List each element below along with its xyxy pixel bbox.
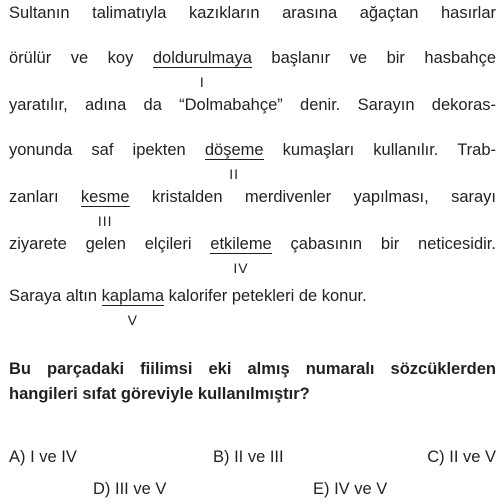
passage-text: kumaşları kullanılır. Trab-: [263, 141, 496, 159]
underlined-word-iii: [80, 188, 130, 229]
numeral-marker-i: I: [199, 74, 205, 90]
passage-line-6: [9, 234, 496, 276]
option-c[interactable]: C) II ve V: [427, 448, 496, 466]
passage-line-7: [9, 286, 496, 328]
underlined-word-text: kesme: [80, 188, 130, 206]
numeral-marker-v: V: [127, 312, 138, 328]
passage-text: ziyarete gelen elçileri: [9, 235, 211, 253]
passage-text: örülür ve koy: [9, 49, 153, 67]
numeral-marker-iii: III: [97, 213, 113, 229]
passage-text: kalorifer petekleri de konur.: [164, 287, 367, 305]
passage-text: başlanır ve bir hasbahçe: [251, 49, 496, 67]
passage-line-3: yaratılır, adına da “Dolmabahçe” denir. Sarayın dekoras-: [9, 96, 496, 114]
passage-text: yonunda saf ipekten: [9, 141, 205, 159]
passage-text: Saraya altın: [9, 287, 102, 305]
option-d[interactable]: D) III ve V: [93, 480, 167, 498]
underlined-word-iv: [210, 235, 272, 276]
underlined-word-i: [152, 49, 252, 90]
option-a[interactable]: A) I ve IV: [9, 448, 77, 466]
passage-text: çabasının bir neticesidir.: [271, 235, 496, 253]
passage-text: zanları: [9, 188, 81, 206]
underlined-word-text: döşeme: [204, 141, 264, 159]
option-b[interactable]: B) II ve III: [213, 448, 284, 466]
option-e[interactable]: E) IV ve V: [313, 480, 388, 498]
question-line-2: hangileri sıfat göreviyle kullanılmıştır?: [9, 385, 310, 403]
passage-line-1: Sultanın talimatıyla kazıkların arasına ağaçtan hasırlar: [9, 4, 496, 22]
passage-line-5: [9, 187, 497, 229]
passage-line-4: [9, 140, 496, 182]
numeral-marker-ii: II: [229, 166, 240, 182]
underlined-word-v: [101, 287, 165, 328]
numeral-marker-iv: IV: [233, 260, 249, 276]
underlined-word-text: etkileme: [210, 235, 272, 253]
passage-line-2: [9, 48, 496, 90]
underlined-word-text: doldurulmaya: [152, 49, 252, 67]
underlined-word-ii: [204, 141, 264, 182]
underlined-word-text: kaplama: [101, 287, 165, 305]
passage-text: kristalden merdivenler yapılması, sarayı: [129, 188, 497, 206]
question-line-1: Bu parçadaki fiilimsi eki almış numaralı sözcüklerden: [9, 360, 496, 378]
